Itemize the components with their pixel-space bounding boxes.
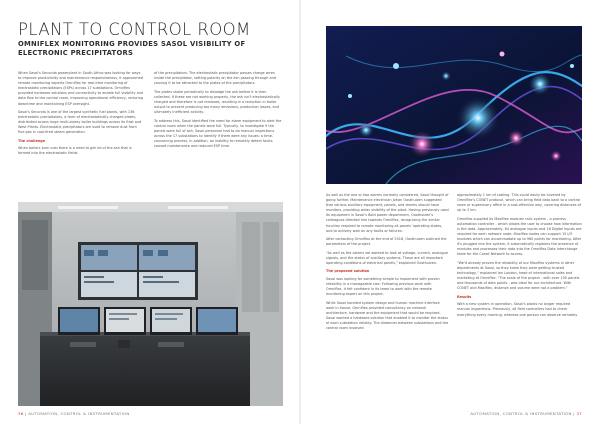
- paragraph: While Sasol handled system design and human machine interface work in-house, Omniflex provided consultancy on network architecture, hardware and the equipment that would be required. Sasol wanted a hardware solution that enabled it to monitor the status of each substation reliably. The distances between substations and the control room involved: [326, 300, 449, 331]
- footer-right: [470, 411, 582, 416]
- paragraph: of the precipitators. The electrostatic precipitator passes charge wires inside the precipitator, setting polarity on the ash passing through and causing it to be attracted to the plates of the precipitators.: [154, 71, 276, 86]
- paragraph: Sasol's Secunda is one of the largest synthetic fuel plants, with 136 electrostatic precipitators, a form of electrostatically charged plates, distributed across large multi-storey boiler buildings across its East and West Plants. Electrostatic precipitators are used to remove dust from flue gas in coal-fired steam generation.: [18, 110, 142, 135]
- article-title: PLANT TO CONTROL ROOM: [18, 20, 251, 39]
- page-number-left: 36: [18, 411, 24, 416]
- paragraph: "We'd already proven the reliability of our Maxiflex systems in other departments at Sasol, so they knew they were getting trusted technology," explained Ian Loudon, head of international sales and marketing at Omniflex. "The scale of the project - with over 100 panels and thousands of data points - was ideal for our architecture. With CONET and Maxiflex, distance and volume were not a problem.": [457, 260, 580, 291]
- network-abstract-image: [326, 26, 582, 184]
- paragraph: The plates shake periodically to dislodge the ash before it is then collected. If these are not working properly, the ash isn't electrostatically charged and therefore is not removed, resulting in a reduction in boiler output to prevent producing too many emissions, production losses, and ultimately inefficient activity.: [154, 89, 280, 115]
- footer-magazine-title-left: AUTOMATION, CONTROL & INSTRUMENTATION: [28, 411, 130, 416]
- paragraph: After contacting Omniflex at the end of 2018, Oosthuizen outlined the parameters of the project.: [326, 237, 447, 247]
- section-heading-solution: The proposed solution: [326, 269, 370, 274]
- paragraph: To address this, Sasol identified the need for alarm equipment to alert the control room when the panels were full. Typically, to investigate if the panels were full of ash, Sasol personnel had to do manual inspections across the 17 substations to identify if there were any issues: a time-consuming process, in addition, an inability to remotely detect faults caused maintenance and reduced ESP time.: [154, 118, 282, 148]
- page-number-right: 37: [576, 411, 582, 416]
- footer-magazine-title-right: AUTOMATION, CONTROL & INSTRUMENTATION: [470, 411, 572, 416]
- paragraph: Sasol was looking for something simple to implement with proven reliability in a manageable size. Following previous work with Omniflex, it felt confident in its team to work with the remote monitoring expert on this project.: [326, 276, 440, 297]
- paragraph: Omniflex supplied its Maxiflex modular rack system - a process automation controller - which allows the user to choose how information is the data. Approximately, 64 analogue inputs and 16 Digital Inputs are required for each network node. Maxiflex nodes can support 15 I/O modules which can accommodate up to 960 points for monitoring. After it's plugged into the system, it automatically registers the presence of modules and processes their data into the Omniflex Data Interchange table for the Conet Network to access.: [457, 216, 582, 257]
- control-room-illustration: [18, 202, 283, 406]
- article-subtitle: OMNIFLEX MONITORING PROVIDES SASOL VISIBILITY OF ELECTRONIC PRECIPITATORS: [18, 40, 246, 57]
- body-column-4: [457, 193, 582, 321]
- section-heading-challenge: The challenge: [18, 138, 46, 143]
- paragraph: As well as the one or two alarms normally considered, Sasol thought of going further. Maintenance electrician Johan Oosthuizen suggested that various auxiliary equipment, panels, and alarms should have monitors, providing wider visibility of the plant. Having previously used its equipment in Sasol's Bold power department, Oosthuizen's colleagues directed him towards Omniflex, recognising the similar function required to remote monitoring all panels' operating states, and to actively wait on any faults or failures.: [326, 193, 449, 233]
- body-column-1: [18, 71, 144, 160]
- footer-separator: |: [25, 411, 29, 416]
- paragraph: When Sasol's Secunda powerplant in South Africa was looking for ways to improve productivity and maintenance responsiveness, it approached remote monitoring experts Omniflex for real-time monitoring of electrostatic precipitators (ESPs) across 17 substations. Omniflex provided hardware solutions and connectivity to enable full visibility and data flow to the control room, improving operational efficiency, reducing downtime and maintaining ESP oversight.: [18, 71, 144, 106]
- paragraph: With a new system in operation, Sasol's plants no longer required manual inspections. Previously, all field controllers had to check everything every morning, whereas one person can observe remotely: [457, 302, 578, 317]
- page-gutter: [299, 0, 301, 424]
- body-column-3: [326, 193, 449, 335]
- paragraph: "As well as the alarms we wanted to look at voltage, current, analogue signals, and the status of auxiliary systems. These are all important operating conditions of electrical panels," explained Oosthuizen.: [326, 250, 448, 265]
- paragraph: When boilers burn coal there is a need to get rid of the ash that is formed into the electrostatic fields: [18, 146, 132, 156]
- paragraph: approximately 1 km of cabling. This could easily be covered by Omniflex's CONET protocol, which can bring field data back to a control room or supervisory office in a cost-effective way, covering distances of up to 3 km.: [457, 193, 581, 213]
- footer-separator: |: [573, 411, 577, 416]
- control-room-photo: [18, 202, 283, 406]
- section-heading-results: Results: [457, 294, 472, 299]
- body-column-2: [154, 71, 283, 152]
- footer-left: [18, 411, 130, 416]
- data-network-illustration: [326, 26, 582, 184]
